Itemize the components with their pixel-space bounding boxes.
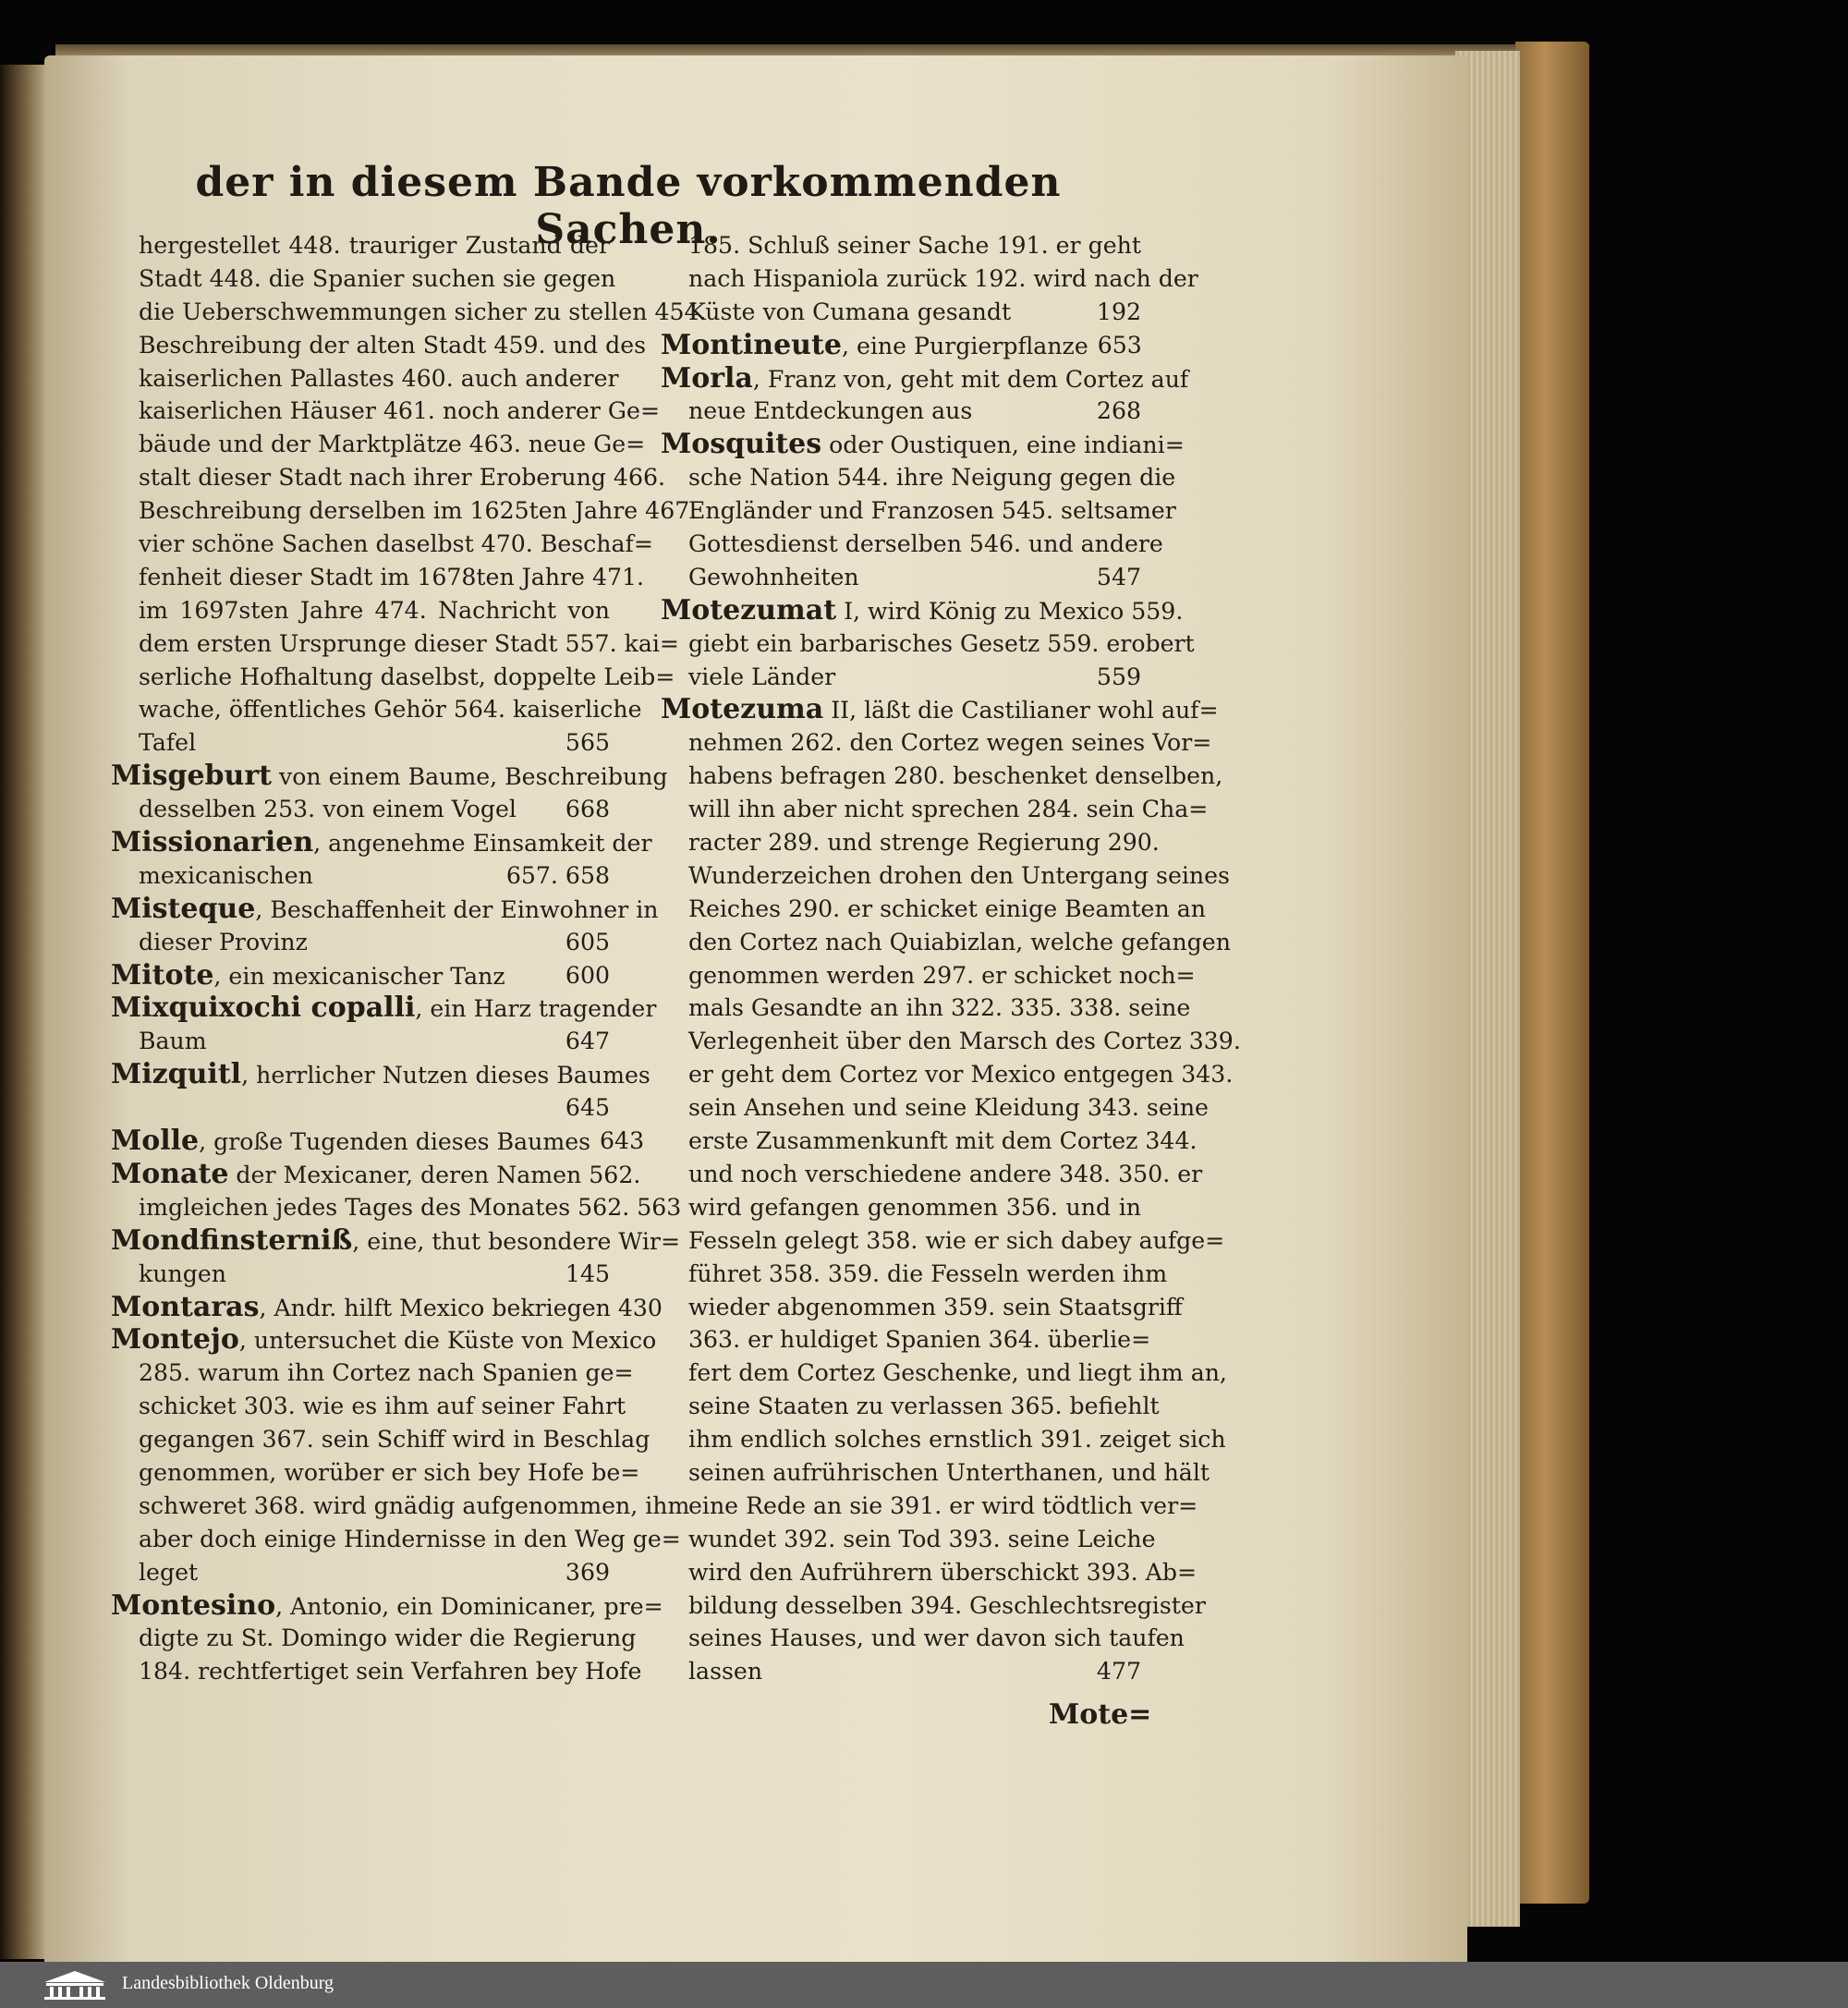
index-line xyxy=(661,1523,1156,1556)
index-line xyxy=(111,859,610,893)
index-line xyxy=(111,1223,681,1258)
index-line xyxy=(661,1622,1185,1655)
index-line xyxy=(661,1589,1206,1623)
index-line xyxy=(661,1323,1151,1357)
index-line-text: Montaras, Andr. hilft Mexico bekriegen 430 xyxy=(111,1290,663,1323)
index-headword: Mixquixochi copalli xyxy=(111,992,416,1025)
index-line-text: bäude und der Marktplätze 463. neue Ge= xyxy=(139,431,646,458)
catchword: Mote= xyxy=(1049,1698,1152,1731)
index-line xyxy=(111,395,661,428)
index-column-right xyxy=(661,229,1241,1688)
index-line-text: Mitote, ein mexicanischer Tanz xyxy=(111,958,505,992)
index-line-text: Montejo, untersuchet die Küste von Mexico xyxy=(111,1323,657,1357)
index-page-ref: 643 xyxy=(600,1127,645,1155)
index-page-ref: 647 xyxy=(565,1028,610,1055)
index-line xyxy=(111,262,616,296)
index-page-ref: 559 xyxy=(1096,663,1141,690)
index-line xyxy=(111,528,653,561)
index-line-text: gegangen 367. sein Schiff wird in Beschlag xyxy=(139,1426,650,1454)
index-line-text: Misteque, Beschaffenheit der Einwohner in xyxy=(111,892,659,925)
index-line-text: schweret 368. wird gnädig aufgenommen, ihm xyxy=(139,1491,690,1519)
index-line xyxy=(111,1357,634,1390)
index-line xyxy=(111,296,707,329)
index-line xyxy=(661,1456,1210,1490)
index-headword: Montesino xyxy=(111,1588,276,1622)
index-line-text: Gewohnheiten xyxy=(688,563,859,590)
index-line xyxy=(661,593,1184,627)
index-line-text: bildung desselben 394. Geschlechtsregister xyxy=(688,1591,1206,1619)
index-line xyxy=(661,1025,1241,1058)
index-line xyxy=(111,760,668,793)
index-page-ref: 268 xyxy=(1096,397,1141,425)
index-headword: Missionarien xyxy=(111,826,314,859)
index-line xyxy=(111,1323,657,1357)
index-line xyxy=(661,926,1231,959)
index-line-text: Beschreibung derselben im 1625ten Jahre 467. xyxy=(139,497,698,525)
index-headword: Montineute xyxy=(661,328,842,361)
index-line xyxy=(111,1058,650,1091)
index-line-text: mals Gesandte an ihn 322. 335. 338. seine xyxy=(688,994,1191,1022)
index-line xyxy=(661,826,1160,859)
index-page-ref: 369 xyxy=(565,1558,610,1586)
index-line xyxy=(111,461,666,494)
index-line-text: lassen xyxy=(688,1658,763,1686)
index-line-text: Misgeburt von einem Baume, Beschreibung xyxy=(111,760,668,793)
index-line-text: schicket 303. wie es ihm auf seiner Fahrt xyxy=(139,1393,626,1420)
index-line-text: Verlegenheit über den Marsch des Cortez 339. xyxy=(688,1028,1241,1055)
index-line xyxy=(111,494,698,528)
index-line xyxy=(111,992,657,1025)
index-line-text: führet 358. 359. die Fesseln werden ihm xyxy=(688,1260,1168,1287)
index-line xyxy=(661,693,1219,726)
index-line-text: Wunderzeichen drohen den Untergang seines xyxy=(688,861,1230,889)
index-line xyxy=(111,428,646,461)
index-line-text: Baum xyxy=(139,1028,207,1055)
index-line-text: Mixquixochi copalli, ein Harz tragender xyxy=(111,992,657,1025)
index-headword: Monate xyxy=(111,1157,229,1190)
index-line xyxy=(661,461,1176,494)
index-line xyxy=(111,926,610,959)
index-line-text: nehmen 262. den Cortez wegen seines Vor= xyxy=(688,729,1212,757)
index-line-text: will ihn aber nicht sprechen 284. sein Cha= xyxy=(688,796,1209,823)
index-page-ref: 657. 658 xyxy=(505,861,610,889)
library-building-icon xyxy=(43,1969,107,2001)
index-line xyxy=(661,528,1163,561)
index-line-text: die Ueberschwemmungen sicher zu stellen 454. xyxy=(139,298,707,325)
index-line-text: imgleichen jedes Tages des Monates 562. 563 xyxy=(139,1193,682,1221)
index-line xyxy=(111,627,680,661)
index-page-ref: 477 xyxy=(1096,1658,1141,1686)
index-headword: Montejo xyxy=(111,1323,239,1357)
index-line xyxy=(661,1490,1198,1523)
index-line-text: neue Entdeckungen aus xyxy=(688,397,973,425)
index-line xyxy=(661,859,1230,893)
index-line-text: aber doch einige Hindernisse in den Weg ge= xyxy=(139,1525,681,1552)
index-line xyxy=(111,229,610,262)
index-line-text: Tafel xyxy=(139,729,197,757)
index-line xyxy=(111,1390,626,1423)
index-line-text: digte zu St. Domingo wider die Regierung xyxy=(139,1625,637,1652)
index-line xyxy=(111,362,619,396)
index-headword: Motezuma xyxy=(661,693,824,726)
index-line-text: Motezumat I, wird König zu Mexico 559. xyxy=(661,593,1184,627)
index-line-text: Morla, Franz von, geht mit dem Cortez auf xyxy=(661,361,1189,395)
index-page-ref: 145 xyxy=(565,1260,610,1287)
index-line-text: Mosquites oder Oustiquen, eine indiani= xyxy=(661,428,1185,461)
index-line-text: Stadt 448. die Spanier suchen sie gegen xyxy=(139,264,616,292)
index-line xyxy=(661,1125,1198,1158)
index-line xyxy=(661,1224,1225,1258)
index-line xyxy=(661,893,1206,926)
index-line-text: Reiches 290. er schicket einige Beamten an xyxy=(688,894,1206,922)
index-line-text: dem ersten Ursprunge dieser Stadt 557. kai= xyxy=(139,629,680,657)
index-line-text: stalt dieser Stadt nach ihrer Eroberung 466. xyxy=(139,464,666,492)
index-line xyxy=(111,1490,690,1523)
index-line xyxy=(661,494,1176,528)
index-line xyxy=(111,1258,610,1291)
index-line xyxy=(661,1423,1226,1456)
index-line xyxy=(111,1556,610,1589)
index-line-text: fenheit dieser Stadt im 1678ten Jahre 471. xyxy=(139,563,645,590)
index-line xyxy=(661,760,1223,793)
index-page-ref: 645 xyxy=(565,1094,610,1122)
index-line-text: wird gefangen genommen 356. und in xyxy=(688,1193,1141,1221)
index-line xyxy=(111,1655,642,1688)
index-line-text: Beschreibung der alten Stadt 459. und des xyxy=(139,331,647,359)
index-line xyxy=(111,693,642,726)
index-line xyxy=(661,1058,1234,1091)
index-page-ref: 547 xyxy=(1096,563,1141,590)
index-line xyxy=(661,1390,1160,1423)
index-headword: Mizquitl xyxy=(111,1058,242,1091)
index-line xyxy=(661,1258,1168,1291)
index-line-text: seine Staaten zu verlassen 365. befiehlt xyxy=(688,1393,1160,1420)
index-line xyxy=(661,329,1141,362)
index-line-text: kaiserlichen Häuser 461. noch anderer Ge= xyxy=(139,397,661,425)
index-line-text: Monate der Mexicaner, deren Namen 562. xyxy=(111,1157,641,1190)
index-line-text: vier schöne Sachen daselbst 470. Beschaf= xyxy=(139,530,653,558)
index-line xyxy=(111,594,610,627)
index-line-text: leget xyxy=(139,1558,199,1586)
index-line xyxy=(111,826,652,859)
index-line xyxy=(111,1091,610,1125)
index-line xyxy=(111,1191,682,1224)
index-line-text: und noch verschiedene andere 348. 350. er xyxy=(688,1160,1203,1187)
index-page-ref: 192 xyxy=(1096,298,1141,325)
index-line-text: racter 289. und strenge Regierung 290. xyxy=(688,829,1160,857)
book-cover-edge xyxy=(1515,42,1589,1904)
index-line-text: fert dem Cortez Geschenke, und liegt ihm an, xyxy=(688,1359,1227,1387)
index-line xyxy=(111,1622,637,1655)
index-line-text: kungen xyxy=(139,1260,226,1287)
index-line xyxy=(661,959,1196,992)
index-headword: Motezumat xyxy=(661,593,837,627)
index-line-text: seinen aufrührischen Unterthanen, und hält xyxy=(688,1458,1210,1486)
index-line-text: Montesino, Antonio, ein Dominicaner, pre= xyxy=(111,1588,663,1622)
index-line xyxy=(111,1423,650,1456)
index-line-text: er geht dem Cortez vor Mexico entgegen 343. xyxy=(688,1061,1234,1089)
index-line-text: viele Länder xyxy=(688,663,836,690)
index-line-text: 363. er huldiget Spanien 364. überlie= xyxy=(688,1326,1151,1354)
index-line-text: wieder abgenommen 359. sein Staatsgriff xyxy=(688,1293,1183,1320)
index-line-text: genommen, worüber er sich bey Hofe be= xyxy=(139,1458,640,1486)
index-headword: Montaras xyxy=(111,1290,260,1323)
index-line-text: genommen werden 297. er schicket noch= xyxy=(688,961,1196,989)
index-line xyxy=(111,726,610,760)
index-line xyxy=(111,1025,610,1058)
index-line xyxy=(661,296,1141,329)
index-line xyxy=(661,992,1191,1025)
index-line-text: 285. warum ihn Cortez nach Spanien ge= xyxy=(139,1359,634,1387)
index-headword: Molle xyxy=(111,1125,200,1158)
index-line xyxy=(661,395,1141,428)
index-line-text: seines Hauses, und wer davon sich taufen xyxy=(688,1625,1185,1652)
index-line-text: 184. rechtfertiget sein Verfahren bey Hofe xyxy=(139,1658,642,1686)
index-line xyxy=(111,561,645,594)
index-headword: Mitote xyxy=(111,958,214,992)
index-headword: Morla xyxy=(661,361,753,395)
index-line xyxy=(111,1290,663,1324)
index-line xyxy=(111,661,675,694)
index-line-text: serliche Hofhaltung daselbst, doppelte Leib= xyxy=(139,663,675,690)
index-line-text: 185. Schluß seiner Sache 191. er geht xyxy=(688,232,1141,259)
index-line-text: sche Nation 544. ihre Neigung gegen die xyxy=(688,464,1176,492)
index-line xyxy=(661,726,1212,760)
index-line xyxy=(111,329,647,362)
index-line-text: mexicanischen xyxy=(139,861,313,889)
index-line-text: kaiserlichen Pallastes 460. auch anderer xyxy=(139,364,619,392)
index-line-text: wundet 392. sein Tod 393. seine Leiche xyxy=(688,1525,1156,1552)
index-line-text: den Cortez nach Quiabizlan, welche gefangen xyxy=(688,928,1231,955)
index-line xyxy=(111,1456,640,1490)
index-line xyxy=(661,561,1141,594)
running-title: der in diesem Bande vorkommenden Sachen. xyxy=(195,159,1062,253)
index-line-text: Montineute, eine Purgierpflanze xyxy=(661,328,1088,361)
footer-bar xyxy=(0,1962,1848,2008)
index-line-text: hergestellet 448. trauriger Zustand der xyxy=(139,232,610,259)
index-page-ref: 600 xyxy=(565,961,610,989)
index-headword: Mondfinsterniß xyxy=(111,1223,353,1257)
index-headword: Misgeburt xyxy=(111,760,273,793)
index-line xyxy=(661,1091,1209,1125)
index-line-text: Engländer und Franzosen 545. seltsamer xyxy=(688,497,1176,525)
index-line xyxy=(661,1655,1141,1688)
index-page-ref: 668 xyxy=(565,796,610,823)
index-line xyxy=(661,793,1209,826)
index-line xyxy=(661,661,1141,694)
index-line xyxy=(111,892,659,926)
index-line-text: ihm endlich solches ernstlich 391. zeiget sich xyxy=(688,1426,1226,1454)
index-line-text: Küste von Cumana gesandt xyxy=(688,298,1012,325)
index-line-text: dieser Provinz xyxy=(139,928,308,955)
index-line xyxy=(661,1357,1227,1390)
index-line-text: Molle, große Tugenden dieses Baumes xyxy=(111,1125,591,1158)
index-line xyxy=(111,1125,645,1158)
index-line xyxy=(111,959,610,992)
index-page-ref: 605 xyxy=(565,928,610,955)
index-line xyxy=(111,1523,681,1556)
index-line xyxy=(661,262,1198,296)
index-line-text: erste Zusammenkunft mit dem Cortez 344. xyxy=(688,1127,1198,1155)
index-line xyxy=(661,627,1195,661)
index-line xyxy=(661,1191,1141,1224)
index-line xyxy=(111,793,610,826)
index-line-text: habens befragen 280. beschenket denselben, xyxy=(688,762,1223,790)
library-name: Landesbibliothek Oldenburg xyxy=(122,1973,334,1993)
index-page-ref: 653 xyxy=(1097,331,1142,359)
index-line-text: Gottesdienst derselben 546. und andere xyxy=(688,530,1163,558)
index-line-text: eine Rede an sie 391. er wird tödtlich ver= xyxy=(688,1491,1198,1519)
index-line-text: Missionarien, angenehme Einsamkeit der xyxy=(111,826,652,859)
index-line-text: Fesseln gelegt 358. wie er sich dabey aufge= xyxy=(688,1226,1225,1254)
index-line-text: wird den Aufrührern überschickt 393. Ab= xyxy=(688,1558,1198,1586)
index-line-text: nach Hispaniola zurück 192. wird nach der xyxy=(688,264,1198,292)
index-line xyxy=(111,1588,663,1623)
index-line-text: Mizquitl, herrlicher Nutzen dieses Baumes xyxy=(111,1058,650,1091)
index-line xyxy=(661,1291,1183,1324)
index-headword: Misteque xyxy=(111,892,256,925)
index-line-text: sein Ansehen und seine Kleidung 343. seine xyxy=(688,1094,1209,1122)
index-line xyxy=(661,428,1185,461)
index-line xyxy=(661,229,1141,262)
index-line xyxy=(111,1157,641,1191)
index-line xyxy=(661,361,1189,396)
index-line-text: Mondfinsterniß, eine, thut besondere Wir= xyxy=(111,1223,681,1257)
index-headword: Mosquites xyxy=(661,428,822,461)
index-line xyxy=(661,1158,1203,1191)
index-page-ref: 565 xyxy=(565,729,610,757)
index-line-text: im 1697sten Jahre 474. Nachricht von xyxy=(139,596,610,624)
index-line xyxy=(661,1556,1198,1589)
index-line-text: desselben 253. von einem Vogel xyxy=(139,796,517,823)
index-line-text: giebt ein barbarisches Gesetz 559. erobert xyxy=(688,629,1195,657)
index-line-text: Motezuma II, läßt die Castilianer wohl auf= xyxy=(661,693,1219,726)
index-line-text: wache, öffentliches Gehör 564. kaiserliche xyxy=(139,696,642,724)
